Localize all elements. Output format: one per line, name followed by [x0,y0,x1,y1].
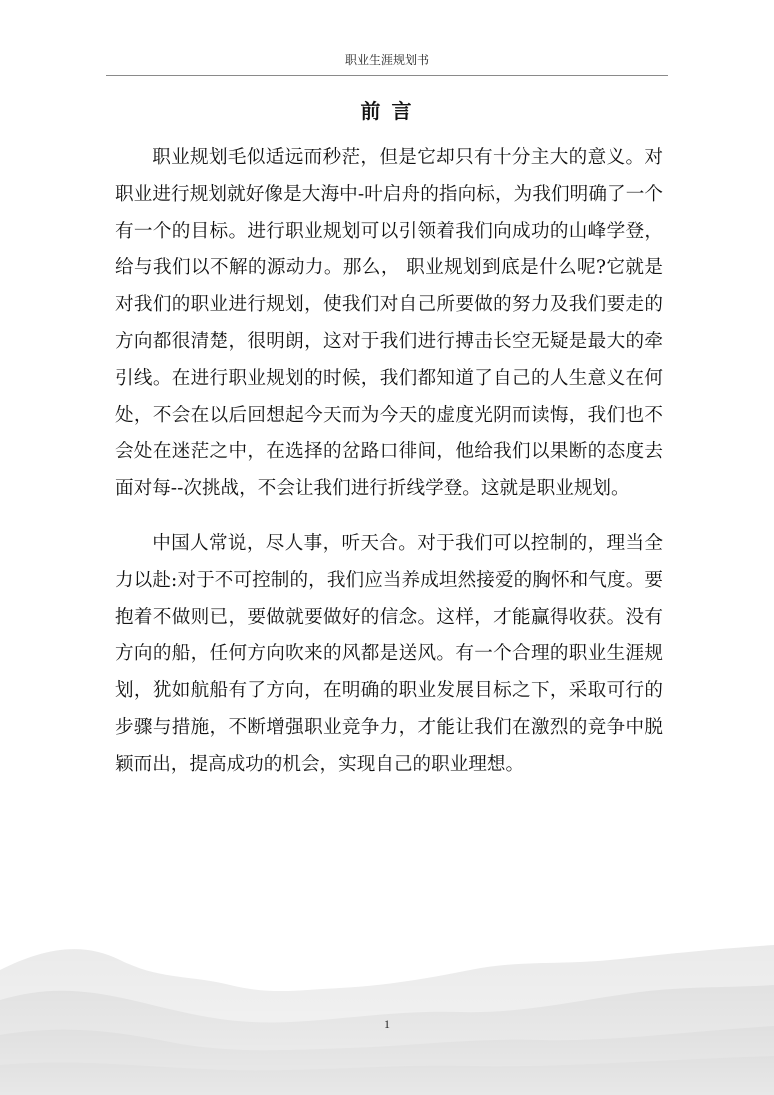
paragraph-1: 职业规划毛似适远而秒茫，但是它却只有十分主大的意义。对职业进行规划就好像是大海中-叶启舟的指向标，为我们明确了一个有一个的目标。进行职业规划可以引领着我们向成功的山峰学登，给与我们以不解的源动力。那么， 职业规划到底是什么呢?它就是对我们的职业进行规划，使我们对自己所要做的努力及我们要走的方向都很清楚，很明朗，这对于我们进行搏击长空无疑是最大的牵引线。在进行职业规划的时候，我们都知道了自己的人生意义在何处，不会在以后回想起今天而为今天的虚度光阴而读悔，我们也不会处在迷茫之中，在选择的岔路口徘间，他给我们以果断的态度去面对每--次挑战，不会让我们进行折线学登。这就是职业规划。 [115,147,663,500]
running-header: 职业生涯规划书 [344,53,429,67]
header-rule [106,75,668,76]
body-text [115,140,663,784]
paragraph-2: 中国人常说，尽人事，听天合。对于我们可以控制的，理当全力以赴:对于不可控制的，我们应当养成坦然接爱的胸怀和气度。要抱着不做则已，要做就要做好的信念。这样，才能赢得收获。没有方向的船，任何方向吹来的风都是送风。有一个合理的职业生涯规划，犹如航船有了方向，在明确的职业发展目标之下，采取可行的步骤与措施，不断增强职业竞争力，才能让我们在激烈的竞争中脱颖而出，提高成功的机会，实现自己的职业理想。 [115,532,663,775]
mountain-landscape-decoration [0,930,774,1095]
page-title: 前 言 [360,99,414,123]
page-number: 1 [384,1017,390,1031]
